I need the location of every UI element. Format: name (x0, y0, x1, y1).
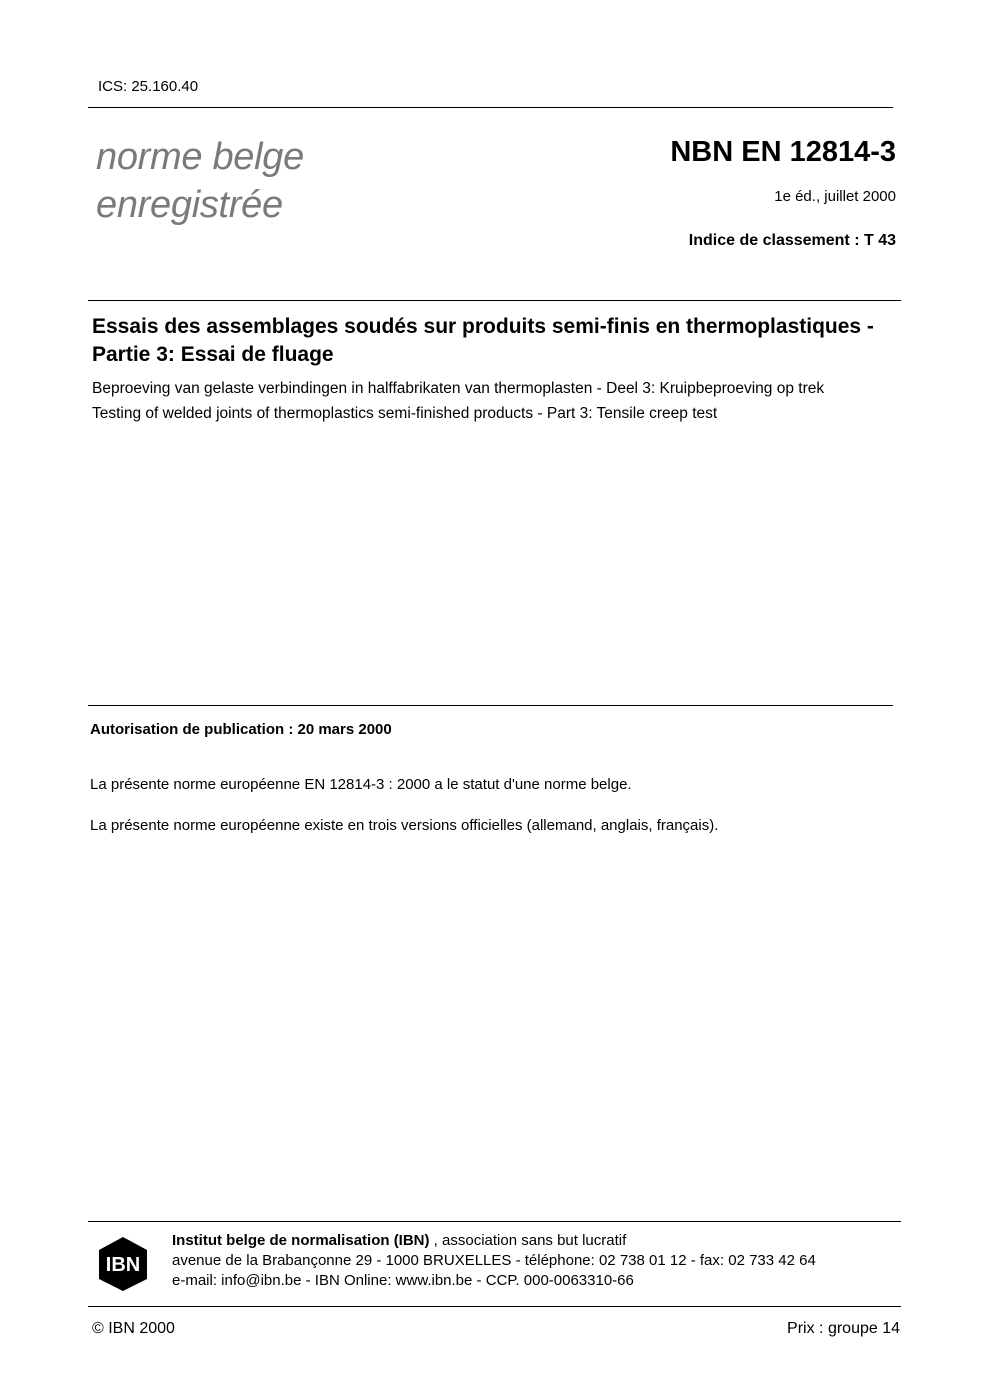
brand-line-1: norme belge (96, 136, 304, 178)
institute-contact: e-mail: info@ibn.be - IBN Online: www.ibn.be - CCP. 000-0063310-66 (172, 1272, 634, 1289)
copyright: © IBN 2000 (92, 1320, 175, 1337)
title-french: Essais des assemblages soudés sur produits semi-finis en thermoplastiques - Partie 3: Essai de fluage (92, 315, 874, 366)
status-paragraph: La présente norme européenne EN 12814-3 : 2000 a le statut d'une norme belge. (90, 776, 632, 793)
standard-number: NBN EN 12814-3 (670, 136, 896, 168)
footer-divider (88, 1221, 901, 1222)
ics-code: ICS: 25.160.40 (98, 78, 199, 95)
bottom-divider (88, 1306, 901, 1307)
publication-authorisation: Autorisation de publication : 20 mars 2000 (90, 721, 392, 738)
title-dutch: Beproeving van gelaste verbindingen in halffabrikaten van thermoplasten - Deel 3: Kruipbeproeving op trek (92, 380, 825, 397)
institute-line (172, 1232, 626, 1249)
logo-text: IBN (105, 1254, 141, 1276)
title-divider (88, 300, 901, 301)
versions-paragraph: La présente norme européenne existe en trois versions officielles (allemand, anglais, français). (90, 817, 719, 834)
top-divider (88, 107, 893, 108)
body-divider (88, 705, 893, 706)
institute-name: Institut belge de normalisation (IBN) (172, 1232, 430, 1249)
classification-index: Indice de classement : T 43 (688, 232, 896, 249)
price-group: Prix : groupe 14 (787, 1320, 900, 1337)
institute-suffix: , association sans but lucratif (429, 1232, 627, 1249)
institute-address: avenue de la Brabançonne 29 - 1000 BRUXELLES - téléphone: 02 738 01 12 - fax: 02 733 42 64 (172, 1252, 816, 1269)
brand-line-2: enregistrée (96, 184, 283, 226)
edition-date: 1e éd., juillet 2000 (774, 188, 896, 205)
title-english: Testing of welded joints of thermoplastics semi-finished products - Part 3: Tensile creep test (92, 405, 718, 422)
ibn-logo-icon (97, 1235, 149, 1293)
